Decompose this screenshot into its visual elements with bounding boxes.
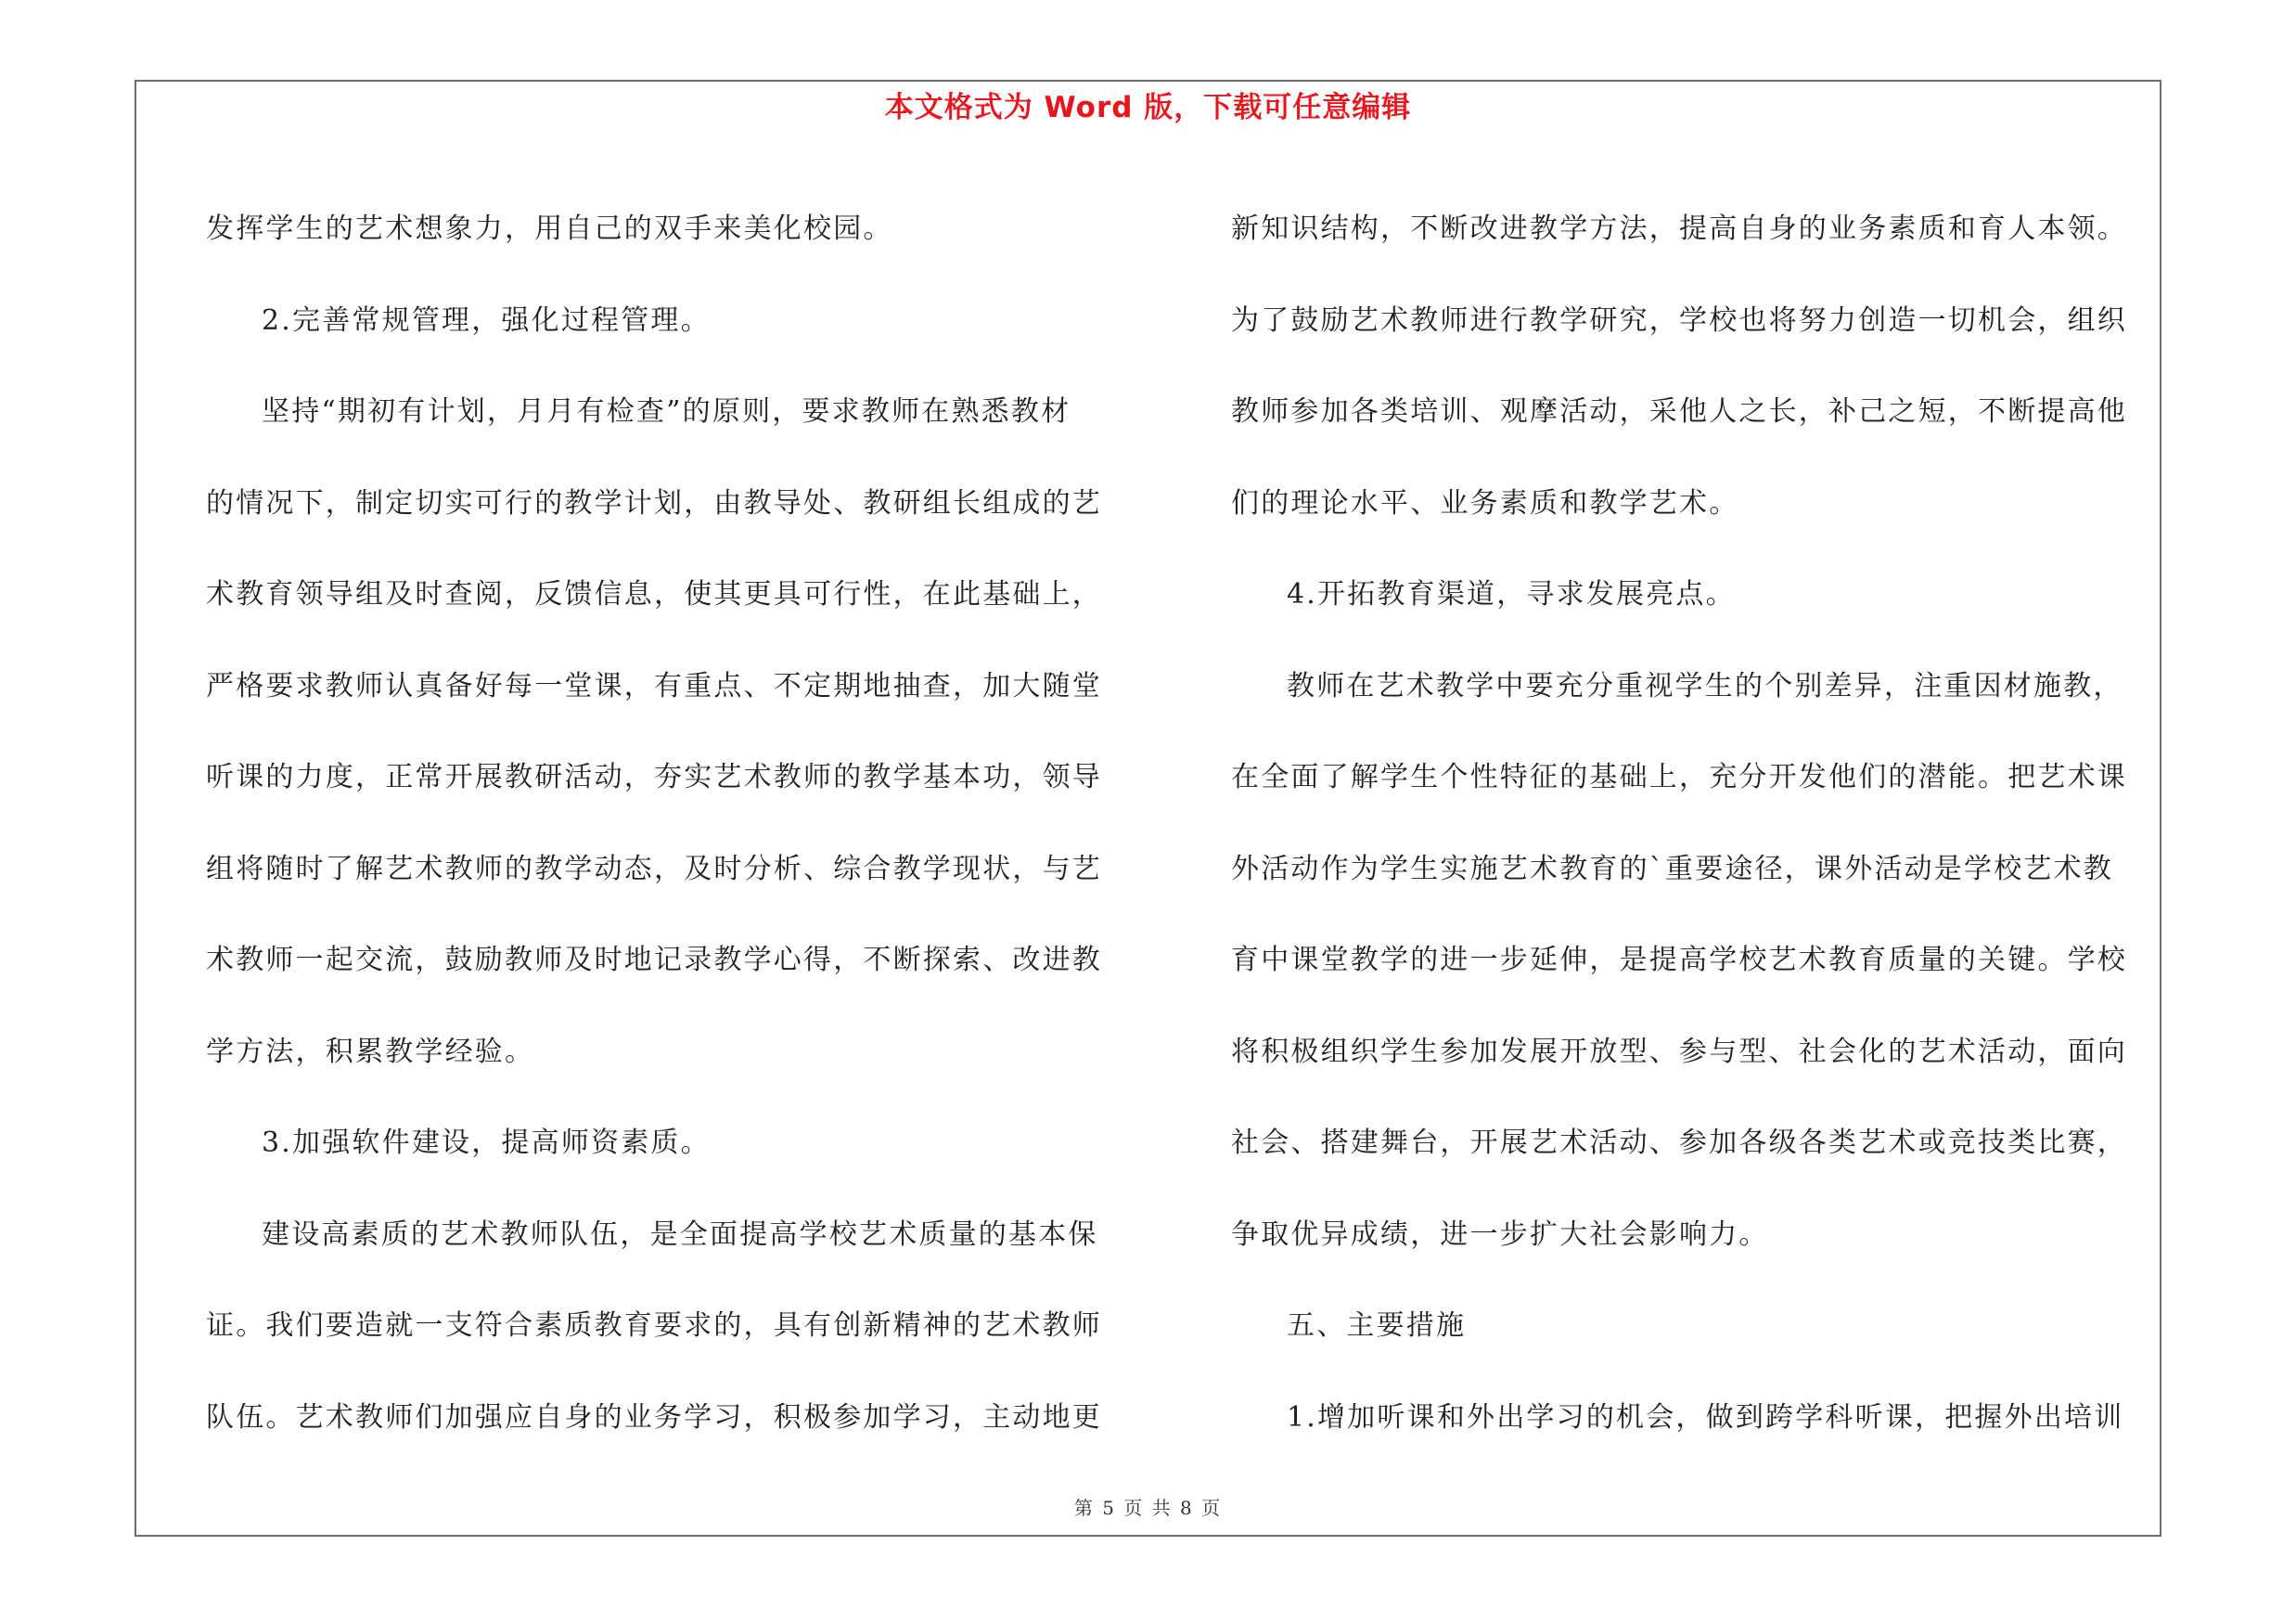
- right-text-column: [1231, 184, 2168, 1463]
- paragraph-line: 的情况下，制定切实可行的教学计划，由教导处、教研组长组成的艺: [206, 486, 1102, 520]
- paragraph-line: 育中课堂教学的进一步延伸，是提高学校艺术教育质量的关键。学校: [1231, 944, 2127, 976]
- left-text-column: [206, 184, 1143, 1463]
- paragraph-line: 新知识结构，不断改进教学方法，提高自身的业务素质和育人本领。: [1231, 213, 2127, 245]
- paragraph-line: 发挥学生的艺术想象力，用自己的双手来美化校园。: [206, 213, 893, 245]
- paragraph-line: 听课的力度，正常开展教研活动，夯实艺术教师的教学基本功，领导: [206, 761, 1102, 793]
- paragraph-line: 证。我们要造就一支符合素质教育要求的，具有创新精神的艺术教师: [206, 1309, 1102, 1342]
- paragraph-line: 坚持“期初有计划，月月有检查”的原则，要求教师在熟悉教材: [262, 395, 1071, 428]
- paragraph-line: 在全面了解学生个性特征的基础上，充分开发他们的潜能。把艺术课: [1231, 761, 2127, 793]
- paragraph-line: 术教师一起交流，鼓励教师及时地记录教学心得，不断探索、改进教: [206, 944, 1102, 976]
- paragraph-line: 外活动作为学生实施艺术教育的`重要途径，课外活动是学校艺术教: [1231, 852, 2113, 885]
- paragraph-line: 组将随时了解艺术教师的教学动态，及时分析、综合教学现状，与艺: [206, 852, 1102, 885]
- paragraph-line: 队伍。艺术教师们加强应自身的业务学习，积极参加学习，主动地更: [206, 1400, 1102, 1434]
- paragraph-line: 1.增加听课和外出学习的机会，做到跨学科听课，把握外出培训: [1287, 1400, 2124, 1434]
- paragraph-line: 学方法，积累教学经验。: [206, 1035, 535, 1068]
- section-heading: 3.加强软件建设，提高师资素质。: [262, 1127, 711, 1159]
- format-notice-banner: 本文格式为 Word 版，下载可任意编辑: [884, 91, 1412, 124]
- paragraph-line: 教师参加各类培训、观摩活动，采他人之长，补己之短，不断提高他: [1231, 395, 2127, 428]
- paragraph-line: 将积极组织学生参加发展开放型、参与型、社会化的艺术活动，面向: [1231, 1035, 2127, 1068]
- section-heading: 五、主要措施: [1287, 1309, 1467, 1342]
- paragraph-line: 为了鼓励艺术教师进行教学研究，学校也将努力创造一切机会，组织: [1231, 303, 2127, 337]
- section-heading: 4.开拓教育渠道，寻求发展亮点。: [1287, 578, 1736, 611]
- page-number-footer: 第 5 页 共 8 页: [1073, 1497, 1223, 1519]
- paragraph-line: 争取优异成绩，进一步扩大社会影响力。: [1231, 1217, 1769, 1251]
- paragraph-line: 术教育领导组及时查阅，反馈信息，使其更具可行性，在此基础上，: [206, 578, 1102, 611]
- section-heading: 2.完善常规管理，强化过程管理。: [262, 303, 711, 337]
- paragraph-line: 社会、搭建舞台，开展艺术活动、参加各级各类艺术或竞技类比赛，: [1231, 1127, 2127, 1159]
- paragraph-line: 严格要求教师认真备好每一堂课，有重点、不定期地抽查，加大随堂: [206, 669, 1102, 702]
- paragraph-line: 教师在艺术教学中要充分重视学生的个别差异，注重因材施教，: [1287, 669, 2123, 702]
- paragraph-line: 建设高素质的艺术教师队伍，是全面提高学校艺术质量的基本保: [262, 1217, 1098, 1251]
- paragraph-line: 们的理论水平、业务素质和教学艺术。: [1231, 486, 1739, 520]
